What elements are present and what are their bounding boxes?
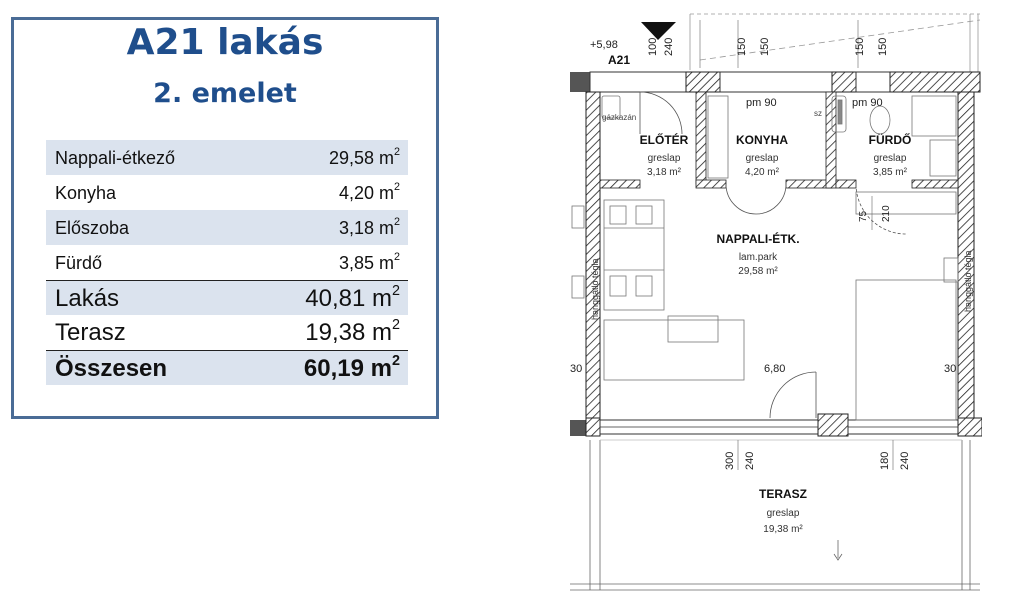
row-value: 60,19 $m^2$	[303, 353, 400, 382]
wall-label-right: hanggátló tégla	[963, 250, 973, 312]
room-floor: greslap	[745, 153, 779, 164]
room-nappali	[716, 231, 799, 277]
area-row-nappali	[46, 140, 408, 175]
room-name: ELŐTÉR	[639, 133, 689, 147]
room-floor: greslap	[647, 153, 681, 164]
room-area: 19,38 m²	[763, 524, 803, 535]
area-row-osszesen	[46, 350, 408, 385]
wall-label-left: hanggátló tégla	[590, 258, 600, 320]
dim-top-240: 240	[663, 37, 675, 56]
room-name: FÜRDŐ	[868, 133, 912, 147]
room-name: TERASZ	[759, 487, 807, 501]
pm-label-kitchen: pm 90	[746, 97, 777, 109]
roof-edge-lines	[690, 14, 980, 72]
room-floor: greslap	[766, 508, 800, 519]
area-row-konyha	[46, 175, 408, 210]
dim-bottom-240a: 240	[744, 451, 756, 470]
row-name: Fürdő	[55, 253, 103, 273]
dim-top-150a: 150	[736, 37, 748, 56]
side-30-left: 30	[570, 363, 583, 375]
room-konyha	[736, 133, 788, 178]
row-name: Nappali-étkező	[55, 148, 176, 168]
room-terasz	[759, 487, 807, 535]
dim-bottom-180: 180	[879, 451, 891, 470]
unit-label: A21	[608, 53, 631, 67]
row-name: Összesen	[55, 355, 168, 382]
room-area: 4,20 m²	[745, 167, 779, 178]
row-value: 4,20 $m^2$	[338, 181, 400, 203]
dim-top-150d: 150	[877, 37, 889, 56]
row-name: Előszoba	[55, 218, 130, 238]
dim-inner-75: 75	[858, 210, 869, 222]
apartment-title: A21 lakás	[126, 22, 324, 63]
room-area: 3,85 m²	[873, 167, 907, 178]
gazkazan-label: gázkazán	[602, 113, 637, 122]
bottom-dimension-labels	[724, 452, 911, 470]
row-name: Lakás	[55, 285, 120, 312]
dim-top-100: 100	[647, 37, 659, 56]
row-value: 40,81 $m^2$	[305, 283, 400, 312]
level-label: +5,98	[590, 39, 618, 51]
row-value: 3,18 $m^2$	[338, 216, 400, 238]
area-table	[46, 140, 408, 385]
dim-bottom-300: 300	[724, 451, 736, 470]
row-value: 29,58 $m^2$	[328, 146, 400, 168]
floor-plan	[568, 10, 982, 600]
sz-label: sz	[814, 109, 822, 118]
dim-inner-210: 210	[881, 205, 892, 222]
row-name: Terasz	[55, 319, 126, 346]
side-30-right: 30	[944, 363, 957, 375]
area-row-terasz	[46, 315, 408, 350]
pm-label-bath: pm 90	[852, 97, 883, 109]
room-name: KONYHA	[735, 133, 789, 147]
room-area: 3,18 m²	[647, 167, 681, 178]
row-name: Konyha	[55, 183, 117, 203]
row-value: 19,38 $m^2$	[305, 317, 400, 346]
row-value: 3,85 $m^2$	[338, 251, 400, 273]
dim-top-150c: 150	[854, 37, 866, 56]
width-dim-label: 6,80	[764, 363, 786, 375]
floor-label: 2. emelet	[153, 78, 297, 109]
room-name: NAPPALI-ÉTK.	[716, 232, 800, 246]
area-row-lakas	[46, 280, 408, 315]
top-dimension-labels	[647, 38, 889, 56]
area-row-furdo	[46, 245, 408, 280]
room-floor: lam.park	[738, 252, 778, 263]
apartment-info-panel	[11, 17, 439, 419]
room-floor: greslap	[873, 153, 907, 164]
area-row-eloszoba	[46, 210, 408, 245]
dim-top-150b: 150	[759, 37, 771, 56]
dim-bottom-240b: 240	[899, 451, 911, 470]
room-furdo	[869, 132, 912, 178]
room-area: 29,58 m²	[738, 266, 778, 277]
room-eloter	[640, 132, 689, 178]
north-marker	[641, 22, 676, 40]
